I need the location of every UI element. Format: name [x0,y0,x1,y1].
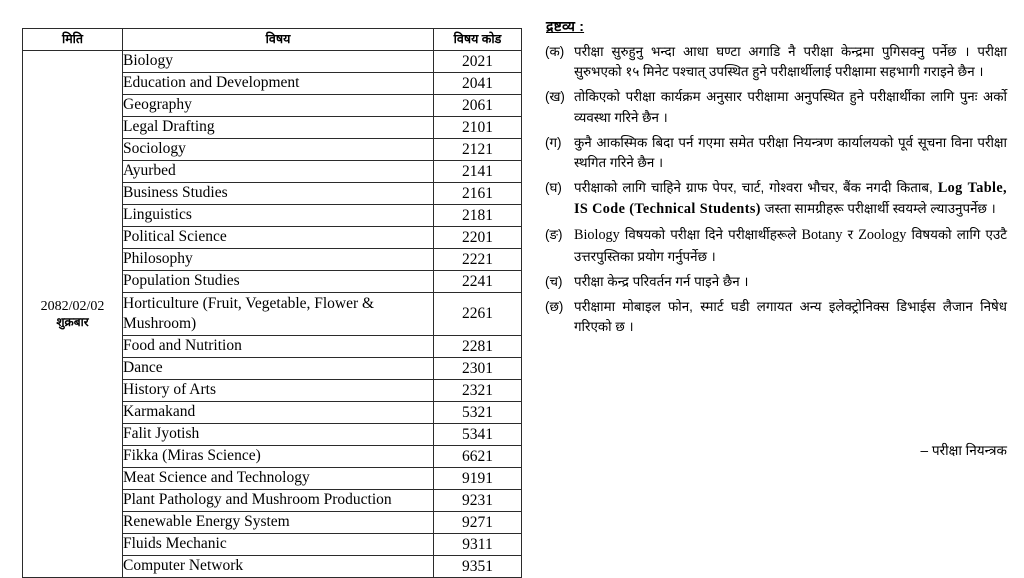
note-text-english: Biology [574,227,620,244]
table-header [23,29,522,51]
note-text-part: विषयको लागि एउटै उत्तरपुस्तिका प्रयोग गर्नुपर्नेछ । [574,227,1007,264]
subject-code-cell: 9351 [434,556,522,578]
notes-heading: द्रष्टव्य : [546,18,585,34]
subject-code-cell: 2021 [434,51,522,73]
subject-name-cell: Horticulture (Fruit, Vegetable, Flower & Mushroom) [123,293,434,336]
subject-name-cell: Population Studies [123,271,434,293]
subject-code-cell: 2041 [434,73,522,95]
note-text [574,178,1007,221]
subject-code-cell: 9311 [434,534,522,556]
subject-name-cell: Falit Jyotish [123,424,434,446]
note-item [545,133,1007,174]
table-body [23,51,522,578]
subject-code-cell: 2121 [434,139,522,161]
subject-name-cell: Food and Nutrition [123,336,434,358]
subject-code-cell: 2061 [434,95,522,117]
subject-code-cell: 2201 [434,227,522,249]
subject-code-cell: 2141 [434,161,522,183]
subject-name-cell: Political Science [123,227,434,249]
notes-section [545,17,1007,342]
note-text-part: विषयको परीक्षा दिने परीक्षार्थीहरूले [619,227,802,243]
subject-code-cell: 2161 [434,183,522,205]
exam-date-value: 2082/02/02 [40,298,105,314]
note-marker: (छ) [545,298,564,314]
subject-code-cell: 5321 [434,402,522,424]
note-item [545,272,1007,292]
subject-code-cell: 2241 [434,271,522,293]
subject-name-cell: Linguistics [123,205,434,227]
subject-code-cell: 2281 [434,336,522,358]
subject-code-cell: 2261 [434,293,522,336]
note-item [545,297,1007,338]
subject-code-cell: 2321 [434,380,522,402]
subject-code-cell: 5341 [434,424,522,446]
subject-code-cell: 2301 [434,358,522,380]
subject-name-cell: Plant Pathology and Mushroom Production [123,490,434,512]
subject-code-cell: 2101 [434,117,522,139]
note-text-part: जस्ता सामग्रीहरू परीक्षार्थी स्वयम्ले ल्याउनुपर्नेछ । [760,201,996,217]
note-marker: (घ) [545,179,562,195]
subject-name-cell: Philosophy [123,249,434,271]
exam-routine-table-container [22,28,521,578]
exam-date-cell [23,51,123,578]
subject-name-cell: Dance [123,358,434,380]
subject-name-cell: Sociology [123,139,434,161]
subject-name-cell: Ayurbed [123,161,434,183]
subject-code-cell: 9271 [434,512,522,534]
subject-name-cell: Karmakand [123,402,434,424]
subject-code-cell: 2221 [434,249,522,271]
subject-code-cell: 9231 [434,490,522,512]
table-header-row [23,29,522,51]
note-item [545,178,1007,221]
note-text-part: परीक्षाको लागि चाहिने ग्राफ पेपर, चार्ट, गोश्वरा भौचर, बैंक नगदी किताब, [574,179,938,195]
note-item [545,87,1007,128]
subject-name-cell: Legal Drafting [123,117,434,139]
exam-weekday-value: शुक्रबार [56,315,89,330]
subject-name-cell: Biology [123,51,434,73]
note-text-part: र [842,227,859,243]
notes-list [545,42,1007,337]
column-header-subject-code: विषय कोड [434,29,522,51]
subject-name-cell: Meat Science and Technology [123,468,434,490]
subject-name-cell: Fluids Mechanic [123,534,434,556]
note-text-english: Botany [801,227,843,244]
subject-name-cell: Renewable Energy System [123,512,434,534]
note-text-english: Zoology [858,227,907,244]
note-marker: (ङ) [545,227,563,243]
subject-name-cell: History of Arts [123,380,434,402]
note-marker: (ख) [545,89,565,105]
note-marker: (च) [545,273,563,289]
subject-name-cell: Computer Network [123,556,434,578]
note-item [545,42,1007,83]
note-text-emphasis: Log Table, IS Code (Technical Students) [574,179,1007,218]
exam-routine-table [22,28,522,578]
column-header-subject: विषय [123,29,434,51]
subject-code-cell: 9191 [434,468,522,490]
note-text: परीक्षामा मोबाइल फोन, स्मार्ट घडी लगायत अन्य इलेक्ट्रोनिक्स डिभाईस लैजान निषेध गरिएको छ । [574,298,1007,335]
column-header-date: मिति [23,29,123,51]
subject-name-cell: Education and Development [123,73,434,95]
subject-code-cell: 6621 [434,446,522,468]
note-text: तोकिएको परीक्षा कार्यक्रम अनुसार परीक्षामा अनुपस्थित हुने परीक्षार्थीका लागि पुनः अर्को व्यवस्था गरिने छैन । [574,89,1007,125]
note-item [545,225,1007,267]
signature-line: – परीक्षा नियन्त्रक [920,443,1007,458]
note-text [574,225,1007,267]
subject-name-cell: Geography [123,95,434,117]
table-row [23,51,522,73]
note-text: कुनै आकस्मिक बिदा पर्न गएमा समेत परीक्षा नियन्त्रण कार्यालयको पूर्व सूचना विना परीक्षा स्थगित गरिने छैन । [574,134,1007,170]
note-marker: (ग) [545,134,562,150]
subject-code-cell: 2181 [434,205,522,227]
subject-name-cell: Fikka (Miras Science) [123,446,434,468]
subject-name-cell: Business Studies [123,183,434,205]
note-text: परीक्षा केन्द्र परिवर्तन गर्न पाइने छैन । [574,273,749,289]
note-text: परीक्षा सुरुहुनु भन्दा आधा घण्टा अगाडि नै परीक्षा केन्द्रमा पुगिसक्नु पर्नेछ । परीक्षा सुरुभएको १५ मिनेट पश्चात् उपस्थित हुने परीक्षार्थीलाई परीक्षामा सहभागी गराइने छैन । [574,44,1007,80]
note-marker: (क) [545,44,565,59]
